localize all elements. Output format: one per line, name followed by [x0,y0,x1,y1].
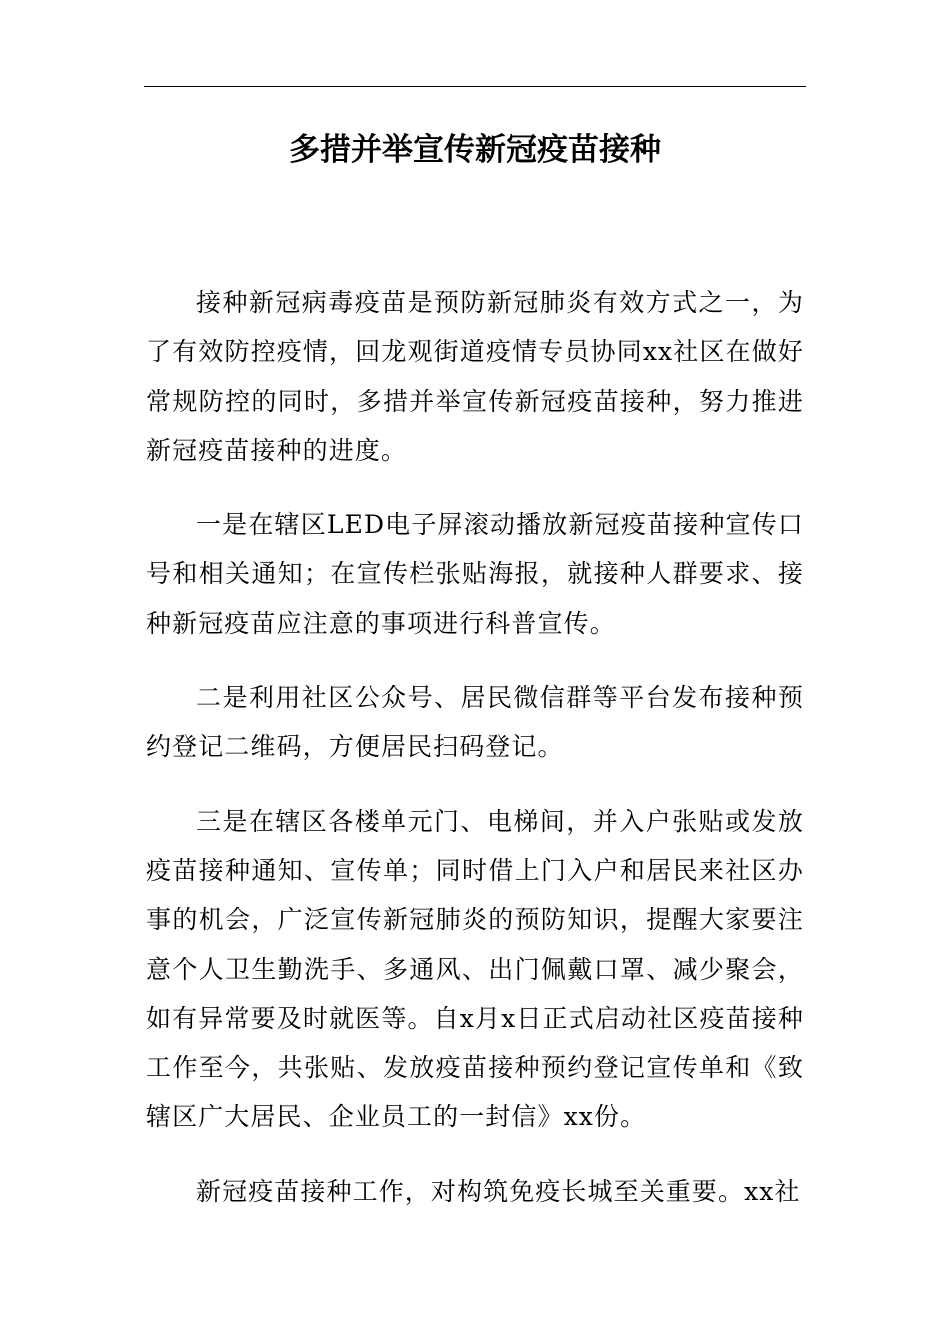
header-rule [144,86,806,87]
paragraph-measure-two: 二是利用社区公众号、居民微信群等平台发布接种预约登记二维码，方便居民扫码登记。 [146,683,804,762]
paragraph-measure-one: 一是在辖区LED电子屏滚动播放新冠疫苗接种宣传口号和相关通知；在宣传栏张贴海报，就接种人群要求、接种新冠疫苗应注意的事项进行科普宣传。 [146,510,804,638]
document-title: 多措并举宣传新冠疫苗接种 [289,132,661,168]
document-body [146,278,804,1241]
paragraph-conclusion: 新冠疫苗接种工作，对构筑免疫长城至关重要。xx社 [196,1176,801,1206]
paragraph-intro: 接种新冠病毒疫苗是预防新冠肺炎有效方式之一，为了有效防控疫情，回龙观街道疫情专员协同xx社区在做好常规防控的同时，多措并举宣传新冠疫苗接种，努力推进新冠疫苗接种的进度。 [146,288,804,465]
paragraph-measure-three: 三是在辖区各楼单元门、电梯间，并入户张贴或发放疫苗接种通知、宣传单；同时借上门入户和居民来社区办事的机会，广泛宣传新冠肺炎的预防知识，提醒大家要注意个人卫生勤洗手、多通风、出门佩戴口罩、减少聚会，如有异常要及时就医等。自x月x日正式启动社区疫苗接种工作至今，共张贴、发放疫苗接种预约登记宣传单和《致辖区广大居民、企业员工的一封信》xx份。 [146,806,804,1132]
